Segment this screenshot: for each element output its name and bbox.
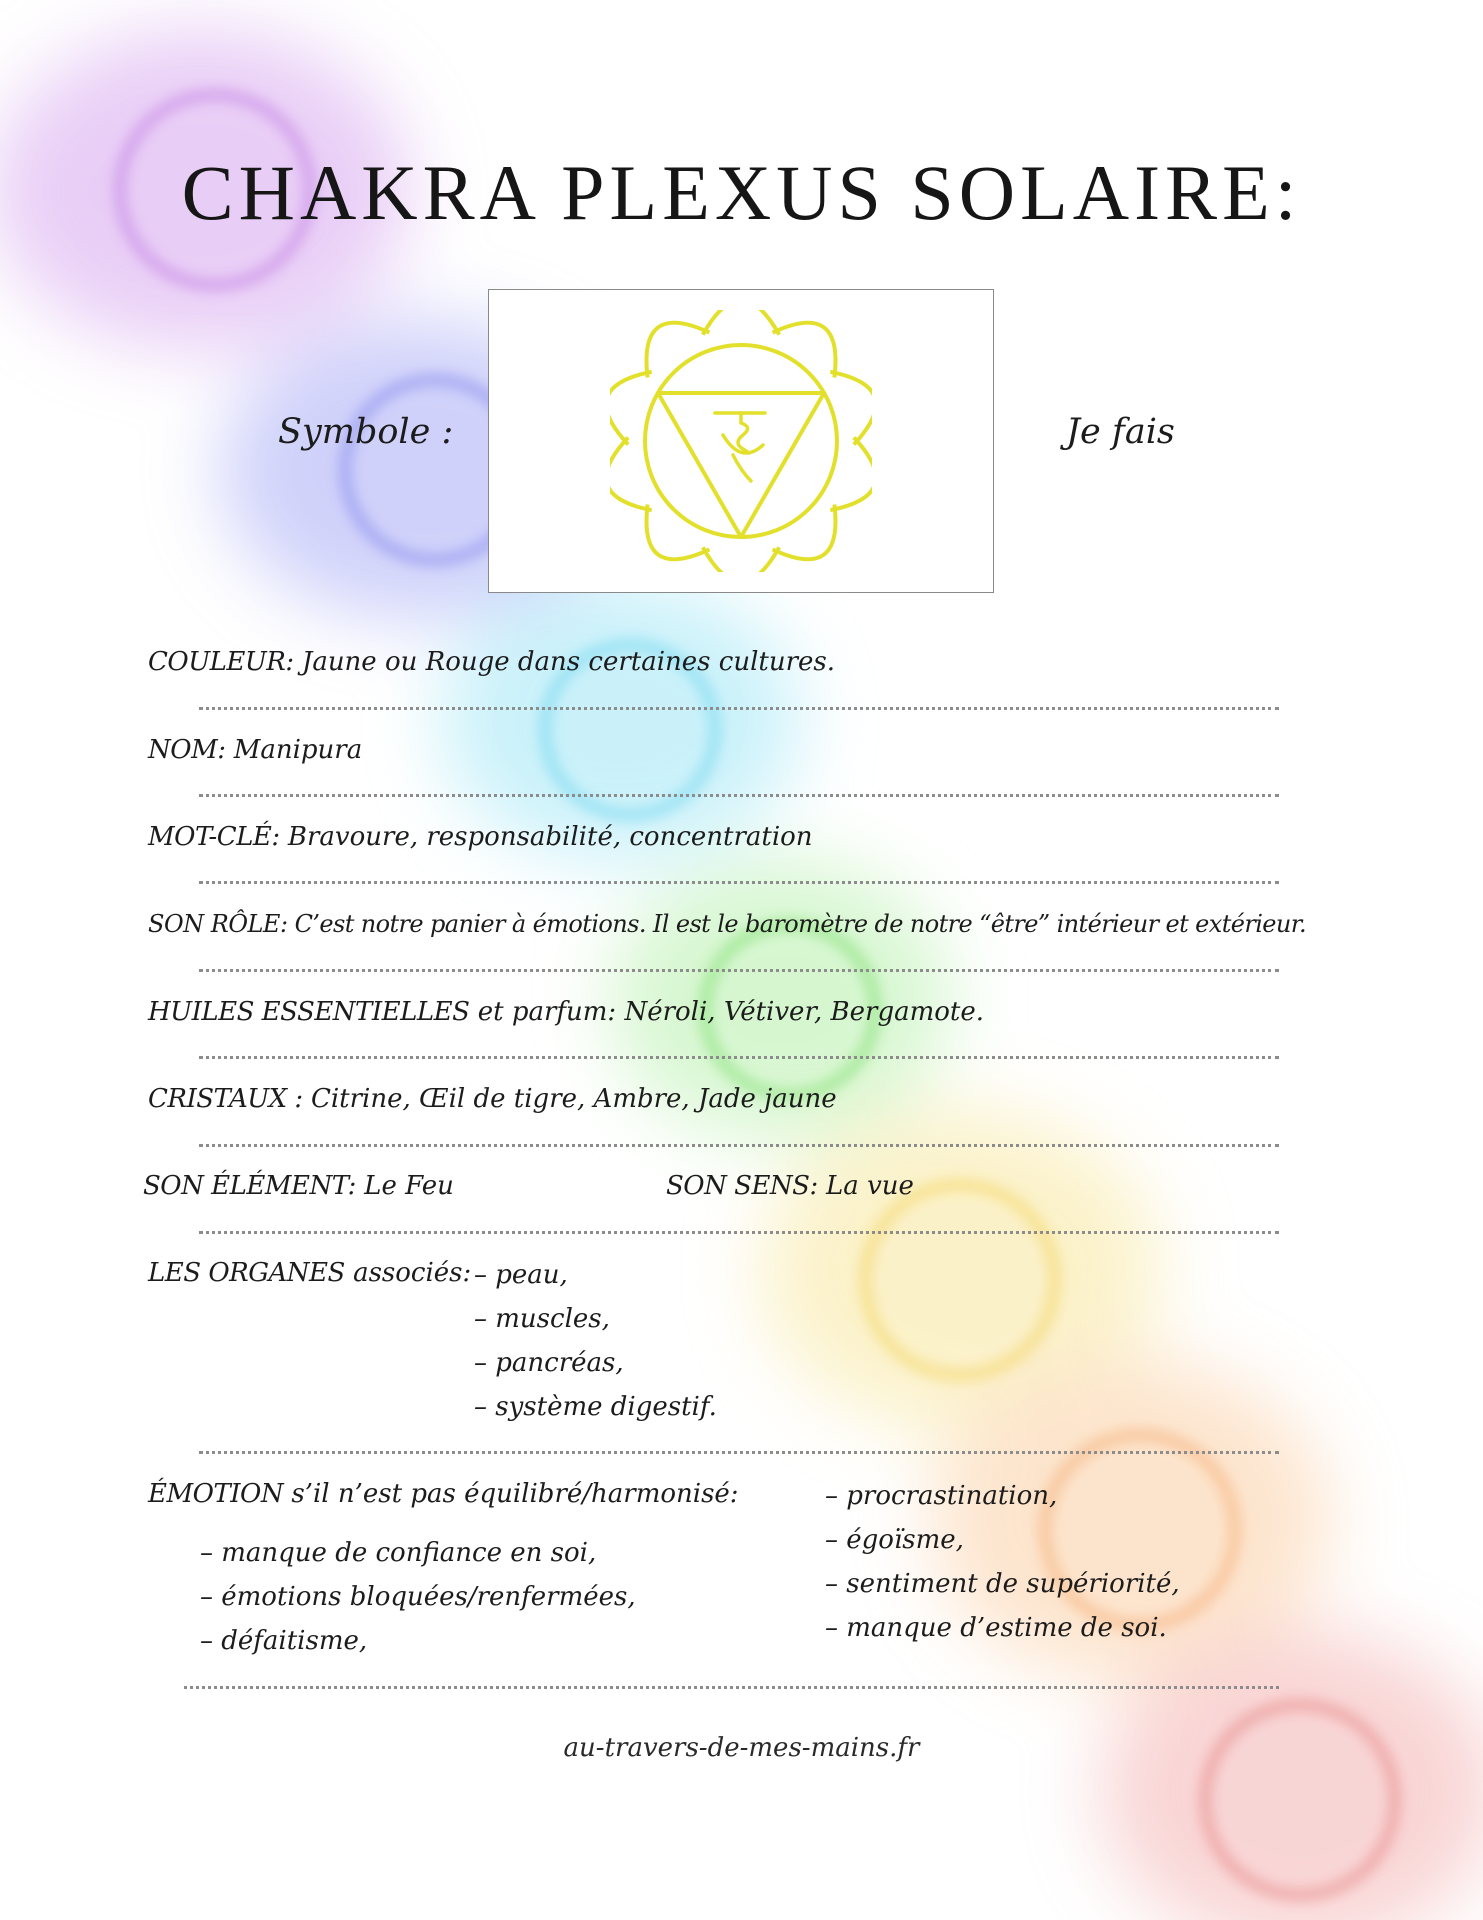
emotion-suffix: s’il n’est pas équilibré/harmonisé: <box>291 1479 739 1509</box>
lotus-circle <box>645 345 837 537</box>
dotted-separator <box>199 1056 1279 1059</box>
page-title: CHAKRA PLEXUS SOLAIRE: <box>181 149 1302 236</box>
list-item: – sentiment de supériorité, <box>825 1569 1180 1599</box>
list-item: – muscles, <box>474 1304 610 1334</box>
element-value: Le Feu <box>364 1171 454 1201</box>
mot-cle-label: MOT-CLÉ: <box>148 822 280 852</box>
list-item: – défaitisme, <box>200 1626 368 1656</box>
mot-cle-row <box>148 820 813 854</box>
symbol-frame <box>488 289 994 593</box>
organes-suffix: associés: <box>353 1258 472 1288</box>
cristaux-value: Citrine, Œil de tigre, Ambre, Jade jaune <box>310 1084 837 1114</box>
list-item: – manque d’estime de soi. <box>825 1613 1167 1643</box>
cristaux-label: CRISTAUX : <box>148 1084 303 1114</box>
symbol-label: Symbole : <box>278 412 454 452</box>
emotion-right-list <box>825 1474 1180 1650</box>
organes-row <box>148 1256 471 1290</box>
lotus-petals <box>610 310 872 572</box>
cristaux-row <box>148 1082 837 1116</box>
couleur-value: Jaune ou Rouge dans certaines cultures. <box>301 647 836 677</box>
dotted-separator <box>199 1144 1279 1147</box>
dotted-separator <box>184 1686 1279 1689</box>
website-footer: au-travers-de-mes-mains.fr <box>563 1733 920 1763</box>
role-value: C’est notre panier à émotions. Il est le baromètre de notre “être” intérieur et extérieur. <box>294 910 1307 938</box>
element-row <box>143 1169 454 1203</box>
emotion-label: ÉMOTION <box>148 1479 284 1509</box>
mot-cle-value: Bravoure, responsabilité, concentration <box>287 822 813 852</box>
list-item: – égoïsme, <box>825 1525 964 1555</box>
list-item: – peau, <box>474 1260 568 1290</box>
nom-row <box>148 733 362 767</box>
dotted-separator <box>199 881 1279 884</box>
couleur-row <box>148 645 835 679</box>
emotion-row <box>148 1477 739 1511</box>
list-item: – système digestif. <box>474 1392 717 1422</box>
sens-row <box>666 1169 914 1203</box>
manipura-lotus-icon <box>610 310 872 572</box>
dotted-separator <box>199 794 1279 797</box>
element-label: SON ÉLÉMENT: <box>143 1171 356 1201</box>
ram-bija-glyph <box>715 413 765 481</box>
sens-value: La vue <box>826 1171 914 1201</box>
nom-label: NOM: <box>148 735 226 765</box>
huiles-label: HUILES ESSENTIELLES <box>148 997 470 1027</box>
organes-label: LES ORGANES <box>148 1258 345 1288</box>
organes-list <box>474 1253 717 1429</box>
role-row <box>148 907 1306 941</box>
dotted-separator <box>199 1451 1279 1454</box>
dotted-separator <box>199 1231 1279 1234</box>
huiles-row <box>148 995 984 1029</box>
list-item: – émotions bloquées/renfermées, <box>200 1582 636 1612</box>
emotion-left-list <box>200 1531 636 1663</box>
dotted-separator <box>199 707 1279 710</box>
list-item: – manque de confiance en soi, <box>200 1538 597 1568</box>
couleur-label: COULEUR: <box>148 647 294 677</box>
list-item: – pancréas, <box>474 1348 624 1378</box>
huiles-value: et parfum: Néroli, Vétiver, Bergamote. <box>477 997 985 1027</box>
sens-label: SON SENS: <box>666 1171 818 1201</box>
je-fais-label: Je fais <box>1066 412 1175 452</box>
list-item: – procrastination, <box>825 1481 1058 1511</box>
role-label: SON RÔLE: <box>148 910 288 938</box>
dotted-separator <box>199 969 1279 972</box>
nom-value: Manipura <box>233 735 363 765</box>
